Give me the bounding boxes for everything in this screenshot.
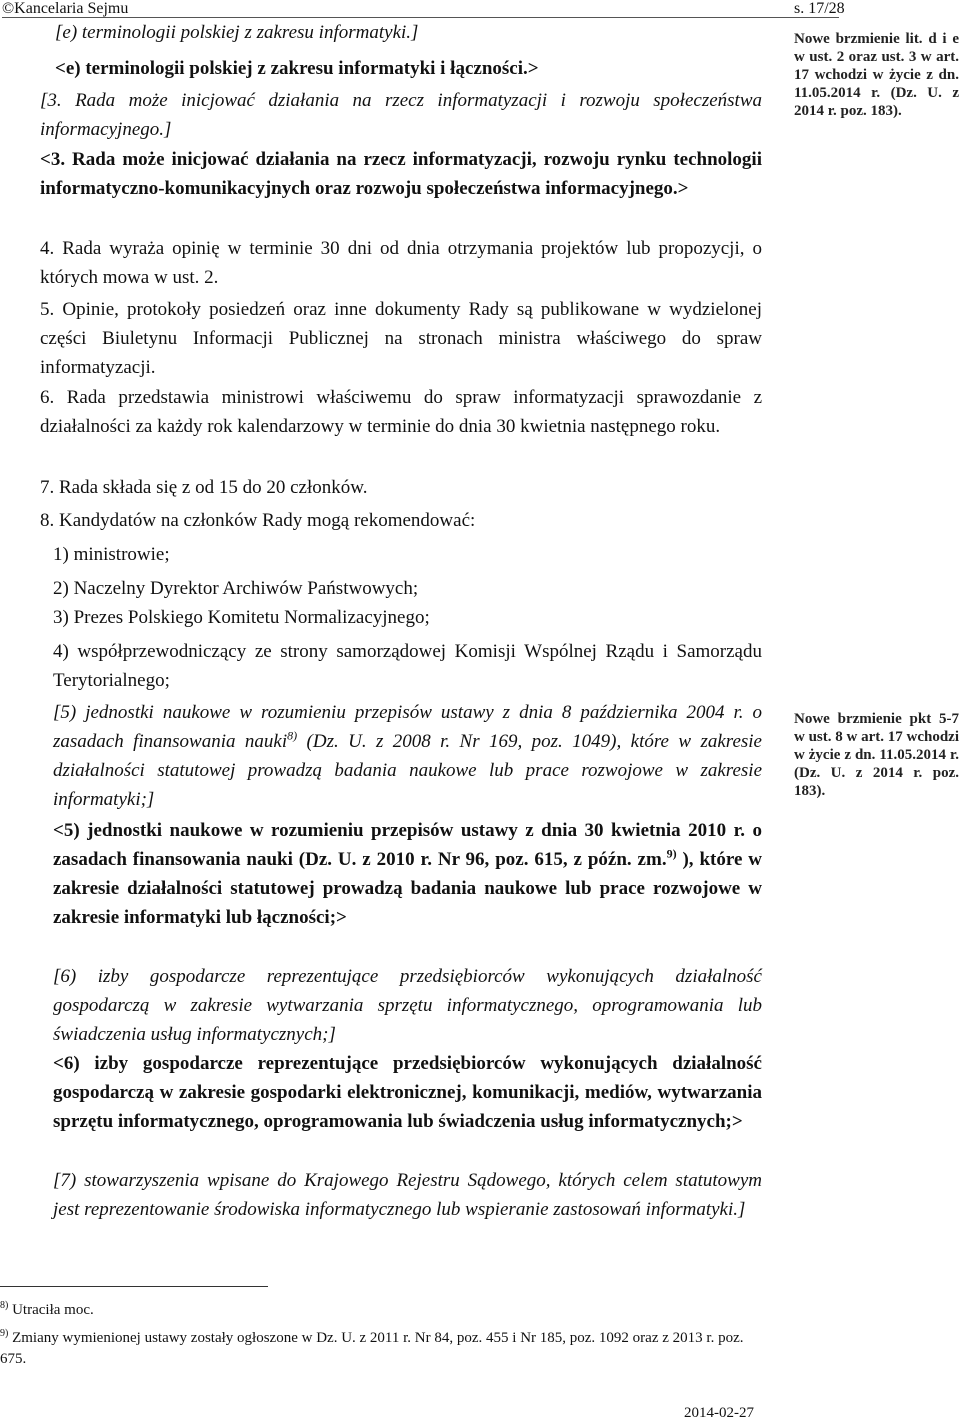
margin-note-2: Nowe brzmienie pkt 5-7 w ust. 8 w art. 17 wchodzi w życie z dn. 11.05.2014 r. (Dz. U. z 2014 r. poz. 183). [794, 711, 959, 799]
paragraph-5: 5. Opinie, protokoły posiedzeń oraz inne dokumenty Rady są publikowane w wydzielonej części Biuletynu Informacji Publicznej na stronach ministra właściwego do spraw informatyzacji. [40, 299, 762, 378]
footer-date: 2014-02-27 [684, 1405, 754, 1421]
list-item-5-old-text-b: (Dz. U. z 2008 r. Nr 169, poz. 1049), które w zakresie działalności statutowej prowadzą badania naukowe lub prace rozwojowe w zakresie informatyki;] [53, 731, 762, 810]
item-e-new: <e) terminologii polskiej z zakresu informatyki i łączności.> [55, 58, 539, 79]
margin-note-1: Nowe brzmienie lit. d i e w ust. 2 oraz ust. 3 w art. 17 wchodzi w życie z dn. 11.05.2014 r. (Dz. U. z 2014 r. poz. 183). [794, 31, 959, 119]
paragraph-6: 6. Rada przedstawia ministrowi właściwemu do spraw informatyzacji sprawozdanie z działalności za każdy rok kalendarzowy w terminie do dnia 30 kwietnia następnego roku. [40, 387, 762, 437]
paragraph-3-old: [3. Rada może inicjować działania na rzecz informatyzacji i rozwoju społeczeństwa informacyjnego.] [40, 90, 762, 140]
paragraph-7: 7. Rada składa się z od 15 do 20 członków. [40, 477, 368, 498]
list-item-1: 1) ministrowie; [53, 544, 170, 565]
item-e-old: [e) terminologii polskiej z zakresu informatyki.] [55, 22, 419, 43]
list-item-5-old [53, 698, 762, 814]
list-item-3: 3) Prezes Polskiego Komitetu Normalizacyjnego; [53, 607, 430, 628]
page-number: s. 17/28 [794, 0, 845, 17]
footnote-ref-8: 8) [287, 728, 298, 743]
list-item-6-old: [6) izby gospodarcze reprezentujące przedsiębiorców wykonujących działalność gospodarczą w zakresie wytwarzania sprzętu informatycznego, oprogramowania lub świadczenia usług informatycznych;] [53, 966, 762, 1045]
list-item-5-old-text-a: [5) jednostki naukowe w rozumieniu przepisów ustawy z dnia 8 października 2004 r. o zasadach finansowania nauki [53, 702, 762, 752]
list-item-4: 4) współprzewodniczący ze strony samorządowej Komisji Wspólnej Rządu i Samorządu Terytorialnego; [53, 641, 762, 691]
list-item-5-new-text-b: ), które w zakresie działalności statutowej prowadzą badania naukowe lub prace rozwojowe w zakresie informatyki lub łączności;> [53, 849, 762, 928]
footnote-separator [0, 1286, 268, 1287]
paragraph-8: 8. Kandydatów na członków Rady mogą rekomendować: [40, 510, 476, 531]
footnote-8-mark: 8) [0, 1300, 9, 1311]
list-item-5-new-text-a: <5) jednostki naukowe w rozumieniu przepisów ustawy z dnia 30 kwietnia 2010 r. o zasadach finansowania nauki (Dz. U. z 2010 r. Nr 96, poz. 615, z późn. zm. [53, 820, 762, 870]
footnote-9-text: Zmiany wymienionej ustawy zostały ogłoszone w Dz. U. z 2011 r. Nr 84, poz. 455 i Nr 185, poz. 1092 oraz z 2013 r. poz. 675. [0, 1330, 744, 1367]
paragraph-4: 4. Rada wyraża opinię w terminie 30 dni od dnia otrzymania projektów lub propozycji, o których mowa w ust. 2. [40, 238, 762, 288]
footnote-8 [0, 1300, 790, 1321]
footnote-ref-9: 9) [666, 846, 677, 861]
footnote-9-mark: 9) [0, 1328, 9, 1339]
footnote-8-text: Utraciła moc. [8, 1302, 94, 1318]
paragraph-3-new: <3. Rada może inicjować działania na rzecz informatyzacji, rozwoju rynku technologii informatyczno-komunikacyjnych oraz rozwoju społeczeństwa informacyjnego.> [40, 149, 762, 199]
list-item-2: 2) Naczelny Dyrektor Archiwów Państwowych; [53, 578, 419, 599]
header-source: ©Kancelaria Sejmu [2, 0, 129, 17]
footnote-9 [0, 1328, 760, 1370]
list-item-6-new: <6) izby gospodarcze reprezentujące przedsiębiorców wykonujących działalność gospodarczą w zakresie gospodarki elektronicznej, komunikacji, mediów, wytwarzania sprzętu informatycznego, oprogramowania lub świadczenia usług informatycznych;> [53, 1053, 762, 1132]
list-item-7-old: [7) stowarzyszenia wpisane do Krajowego Rejestru Sądowego, których celem statutowym jest reprezentowanie środowiska informatycznego lub wspieranie zastosowań informatyki.] [53, 1170, 762, 1220]
list-item-5-new [53, 816, 762, 932]
